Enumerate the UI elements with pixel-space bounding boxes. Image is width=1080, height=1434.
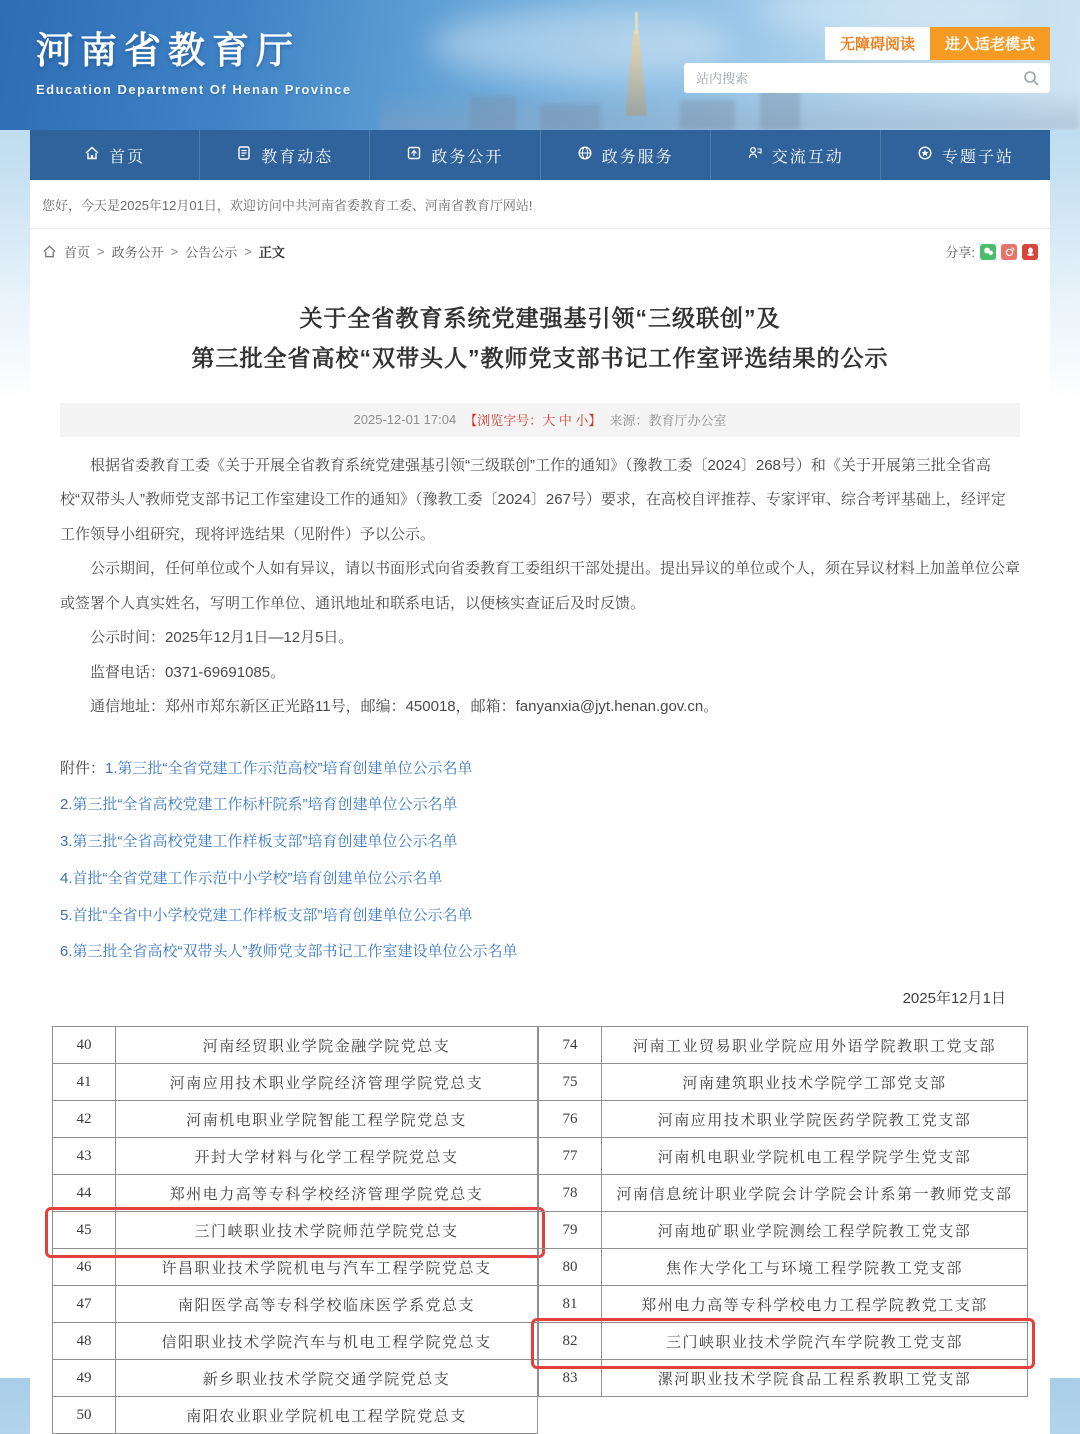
disclosure-icon	[406, 145, 422, 166]
nav-item-government-services[interactable]	[541, 130, 711, 180]
table-row	[539, 1249, 1028, 1286]
table-row	[539, 1138, 1028, 1175]
org-name: 三门峡职业技术学院师范学院党总支	[116, 1212, 538, 1249]
row-number: 40	[53, 1027, 116, 1064]
row-number: 50	[53, 1397, 116, 1434]
row-number: 75	[539, 1064, 602, 1101]
attachment-number: 2.	[60, 796, 73, 814]
attachments-label: 附件：	[60, 759, 106, 777]
site-subtitle: Education Department Of Henan Province	[36, 82, 352, 97]
breadcrumb	[42, 242, 285, 261]
home-icon	[84, 145, 100, 166]
attachment-link-5[interactable]: 首批“全省中小学校党建工作样板支部”培育创建单位公示名单	[72, 906, 473, 924]
org-name: 南阳医学高等专科学校临床医学系党总支	[116, 1286, 538, 1323]
nav-item-education-news[interactable]	[200, 130, 370, 180]
row-number: 42	[53, 1101, 116, 1138]
attachment-link-4[interactable]: 首批“全省党建工作示范中小学校”培育创建单位公示名单	[72, 869, 443, 887]
table-row-highlighted	[53, 1212, 538, 1249]
roster-table-left	[52, 1026, 538, 1434]
attachment-number: 1.	[105, 759, 118, 777]
attachment-link-2[interactable]: 第三批“全省高校党建工作标杆院系”培育创建单位公示名单	[72, 796, 458, 814]
breadcrumb-separator: >	[244, 244, 252, 259]
table-row	[53, 1175, 538, 1212]
table-row	[539, 1101, 1028, 1138]
search-icon[interactable]	[1023, 70, 1040, 87]
main-navigation	[30, 130, 1050, 180]
org-name: 郑州电力高等专科学校电力工程学院教党工支部	[602, 1286, 1028, 1323]
row-number: 49	[53, 1360, 116, 1397]
org-name: 河南机电职业学院智能工程学院党总支	[116, 1101, 538, 1138]
share-wechat-icon[interactable]	[980, 244, 996, 260]
row-number: 81	[539, 1286, 602, 1323]
row-number: 80	[539, 1249, 602, 1286]
publicity-period-line: 公示时间：2025年12月1日—12月5日。	[90, 629, 354, 646]
content-area	[30, 180, 1050, 1434]
org-name: 三门峡职业技术学院汽车学院教工党支部	[602, 1323, 1028, 1360]
breadcrumb-item-disclosure[interactable]: 政务公开	[111, 245, 164, 260]
row-number: 77	[539, 1138, 602, 1175]
org-name: 开封大学材料与化学工程学院党总支	[116, 1138, 538, 1175]
row-number: 44	[53, 1175, 116, 1212]
publish-datetime: 2025-12-01 17:04	[353, 412, 457, 427]
table-row	[53, 1397, 538, 1434]
article-title-line2: 第三批全省高校“双带头人”教师党支部书记工作室评选结果的公示	[191, 345, 889, 372]
org-name: 许昌职业技术学院机电与汽车工程学院党总支	[116, 1249, 538, 1286]
site-banner	[0, 0, 1080, 130]
table-row	[539, 1360, 1028, 1397]
nav-item-label: 专题子站	[941, 148, 1014, 166]
row-number: 43	[53, 1138, 116, 1175]
interaction-icon	[747, 145, 763, 166]
article-title	[60, 298, 1020, 379]
site-title: 河南省教育厅	[36, 30, 300, 71]
row-number: 78	[539, 1175, 602, 1212]
attachment-number: 5.	[60, 906, 73, 924]
article-meta-bar	[60, 403, 1020, 437]
table-row	[53, 1360, 538, 1397]
services-icon	[577, 145, 593, 166]
article-source: 来源：教育厅办公室	[609, 413, 727, 428]
font-size-switcher[interactable]: 【浏览字号：大 中 小】	[464, 413, 602, 428]
building-decoration	[540, 104, 600, 130]
table-row-highlighted	[539, 1323, 1028, 1360]
org-name: 河南机电职业学院机电工程学院学生党支部	[602, 1138, 1028, 1175]
table-row	[53, 1101, 538, 1138]
breadcrumb-item-current: 正文	[258, 245, 285, 260]
breadcrumb-item-notices[interactable]: 公告公示	[185, 245, 238, 260]
row-number: 45	[53, 1212, 116, 1249]
row-number: 79	[539, 1212, 602, 1249]
row-number: 76	[539, 1101, 602, 1138]
attachment-number: 6.	[60, 943, 73, 961]
attachment-number: 3.	[60, 833, 73, 850]
search-input[interactable]	[694, 70, 1023, 87]
table-row	[53, 1323, 538, 1360]
article-title-line1: 关于全省教育系统党建强基引领“三级联创”及	[299, 305, 781, 331]
org-name: 信阳职业技术学院汽车与机电工程学院党总支	[116, 1323, 538, 1360]
table-row	[53, 1064, 538, 1101]
nav-item-special-subsites[interactable]	[881, 130, 1050, 180]
attachment-link-6[interactable]: 第三批全省高校“双带头人”教师党支部书记工作室建设单位公示名单	[72, 943, 518, 961]
site-logo[interactable]	[36, 20, 352, 97]
table-row	[53, 1027, 538, 1064]
supervision-phone-line: 监督电话：0371-69691085。	[90, 663, 286, 681]
nav-item-interaction[interactable]	[711, 130, 881, 180]
elderly-mode-button[interactable]: 进入适老模式	[930, 27, 1050, 60]
table-row	[53, 1138, 538, 1175]
org-name: 焦作大学化工与环境工程学院教工党支部	[602, 1249, 1028, 1286]
table-row	[53, 1249, 538, 1286]
building-decoration	[470, 96, 516, 130]
attachment-number: 4.	[60, 869, 73, 887]
paragraph: 公示期间，任何单位或个人如有异议，请以书面形式向省委教育工委组织干部处提出。提出异议的单位或个人，须在异议材料上加盖单位公章或签署个人真实姓名，写明工作单位、通讯地址和联系电话，以便核实查证后及时反馈。	[60, 560, 1021, 612]
row-number: 74	[539, 1027, 602, 1064]
row-number: 41	[53, 1064, 116, 1101]
table-row	[539, 1027, 1028, 1064]
attachment-link-1[interactable]: 第三批“全省党建工作示范高校”培育创建单位公示名单	[117, 759, 473, 777]
nav-item-label: 政务服务	[601, 148, 674, 166]
org-name: 河南经贸职业学院金融学院党总支	[116, 1027, 538, 1064]
share-bar	[945, 242, 1038, 261]
org-name: 河南应用技术职业学院医药学院教工党支部	[602, 1101, 1028, 1138]
org-name: 漯河职业技术学院食品工程系教职工党支部	[602, 1360, 1028, 1397]
org-name: 河南建筑职业技术学院学工部党支部	[602, 1064, 1028, 1101]
row-number: 46	[53, 1249, 116, 1286]
subsite-icon	[917, 145, 933, 166]
breadcrumb-separator: >	[170, 244, 179, 259]
article	[30, 274, 1050, 1434]
breadcrumb-item-home[interactable]: 首页	[64, 245, 91, 260]
table-row	[539, 1175, 1028, 1212]
org-name: 河南地矿职业学院测绘工程学院教工党支部	[602, 1212, 1028, 1249]
share-label: 分享:	[945, 245, 975, 260]
share-qq-icon[interactable]	[1022, 244, 1038, 260]
nav-item-label: 教育动态	[261, 148, 334, 166]
building-decoration	[680, 100, 735, 130]
org-name: 郑州电力高等专科学校经济管理学院党总支	[116, 1175, 538, 1212]
row-number: 83	[539, 1360, 602, 1397]
org-name: 河南工业贸易职业学院应用外语学院教职工党支部	[602, 1027, 1028, 1064]
table-row	[539, 1064, 1028, 1101]
site-search-bar[interactable]	[684, 63, 1050, 93]
nav-item-label: 政务公开	[431, 148, 504, 166]
row-number: 47	[53, 1286, 116, 1323]
share-weibo-icon[interactable]	[1001, 244, 1017, 260]
table-row	[539, 1286, 1028, 1323]
org-name: 新乡职业技术学院交通学院党总支	[116, 1360, 538, 1397]
paragraph: 根据省委教育工委《关于开展全省教育系统党建强基引领“三级联创”工作的通知》（豫教工委〔2024〕268号）和《关于开展第三批全省高校“双带头人”教师党支部书记工作室建设工作的通知》（豫教工委〔2024〕267号）要求，在高校自评推荐、专家评审、综合考评基础上，经评定工作领导小组研究，现将评选结果（见附件）予以公示。	[60, 456, 1006, 543]
accessibility-reading-button[interactable]: 无障碍阅读	[825, 27, 930, 60]
nav-item-home[interactable]	[30, 130, 200, 180]
mailing-address-line: 通信地址：郑州市郑东新区正光路11号，邮编：450018，邮箱：fanyanxia@jyt.henan.gov.cn。	[90, 698, 719, 715]
attachment-link-3[interactable]: 第三批“全省高校党建工作样板支部”培育创建单位公示名单	[72, 833, 458, 850]
publication-date: 2025年12月1日	[902, 990, 1006, 1007]
nav-item-label: 交流互动	[771, 148, 844, 166]
roster-table-left-wrap	[52, 1026, 538, 1434]
row-number: 82	[539, 1323, 602, 1360]
org-name: 河南应用技术职业学院经济管理学院党总支	[116, 1064, 538, 1101]
news-icon	[236, 145, 252, 166]
breadcrumb-row	[30, 229, 1050, 274]
tower-spire-decoration	[635, 12, 638, 34]
nav-item-government-disclosure[interactable]	[370, 130, 540, 180]
building-decoration	[760, 90, 800, 130]
article-body	[60, 449, 1020, 725]
org-name: 南阳农业职业学院机电工程学院党总支	[116, 1397, 538, 1434]
table-row	[539, 1212, 1028, 1249]
org-name: 河南信息统计职业学院会计学院会计系第一教师党支部	[602, 1175, 1028, 1212]
welcome-message: 您好，今天是2025年12月01日，欢迎访问中共河南省委教育工委、河南省教育厅网站!	[30, 180, 1050, 229]
table-row	[53, 1286, 538, 1323]
row-number: 48	[53, 1323, 116, 1360]
roster-table-right-wrap	[538, 1026, 1028, 1434]
roster-table-right	[538, 1026, 1028, 1397]
attachments-list	[60, 751, 1020, 972]
nav-item-label: 首页	[109, 148, 146, 166]
breadcrumb-separator: >	[97, 244, 105, 259]
home-outline-icon	[42, 244, 57, 259]
roster-tables	[52, 1026, 1028, 1434]
